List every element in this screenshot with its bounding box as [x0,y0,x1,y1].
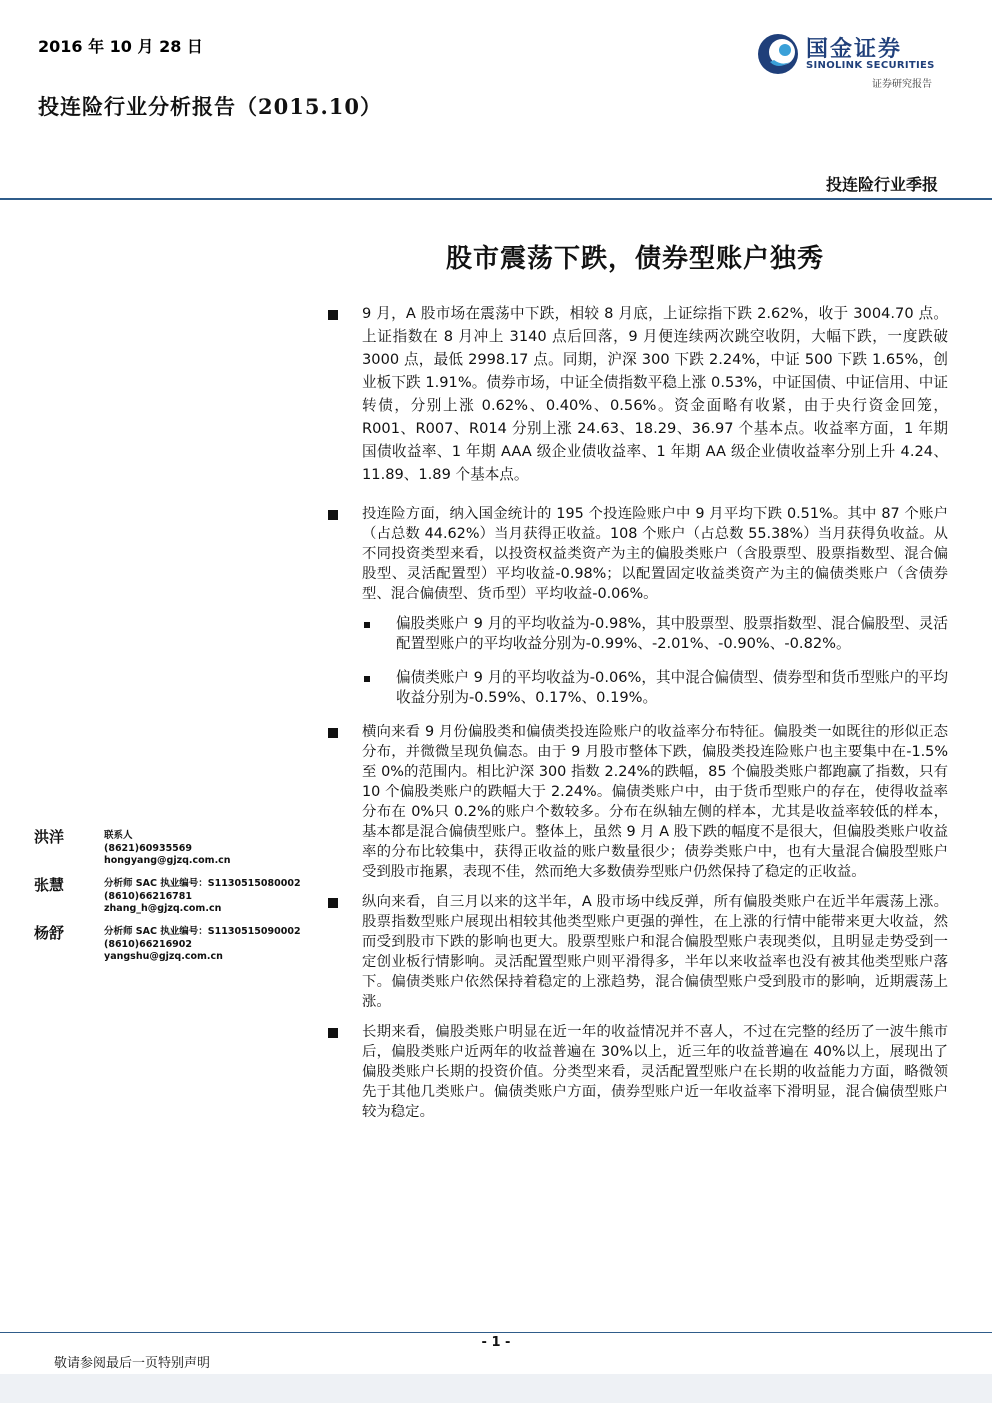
bullet-text: 纵向来看，自三月以来的这半年，A 股市场中线反弹，所有偏股类账户在近半年震荡上涨。股票指数型账户展现出相较其他类型账户更强的弹性，在上涨的行情中能带来更大收益，然而受到股市下跌的影响也更大。股票型账户和混合偏股型账户表现类似，且明显走势受到一定创业板行情影响。灵活配置型账户则平滑得多，半年以来收益率也没有被其他类型账户落下。偏债类账户依然保持着稳定的上涨趋势，混合偏债型账户受到股市的影响，近期震荡上涨。 [362,894,948,1010]
report-date: 2016 年 10 月 28 日 [38,37,203,56]
analyst-info [104,926,301,964]
summary-bullet [326,302,948,486]
summary-body [326,302,948,1140]
analyst-contacts [34,826,314,970]
square-bullet-icon [328,510,338,520]
analyst-card [34,922,314,970]
report-category: 投连险行业季报 [825,175,938,194]
square-bullet-icon [328,310,338,320]
logo-subtitle: 证券研究报告 [872,79,932,90]
header-divider [0,198,992,200]
analyst-card [34,874,314,922]
bullet-text: 9 月，A 股市场在震荡中下跌，相较 8 月底，上证综指下跌 2.62%，收于 3004.70 点。上证指数在 8 月冲上 3140 点后回落，9 月便连续两次跳空收阴，大幅下跌，一度跌破 3000 点，最低 2998.17 点。同期，沪深 300 下跌 2.24%，中证 500 下跌 1.65%，创业板下跌 1.91%。债券市场，中证全债指数平稳上涨 0.53%，中证国债、中证信用、中证转债，分别上涨 0.62%、0.40%、0.56%。资金面略有收紧，由于央行资金回笼，R001、R007、R014 分别上涨 24.63、18.29、36.97 个基本点。收益率方面，1 年期国债收益率、1 年期 AAA 级企业债收益率、1 年期 AA 级企业债收益率分别上升 4.24、11.89、1.89 个基本点。 [362,305,948,483]
square-bullet-icon [328,728,338,738]
summary-bullet [326,722,948,882]
footer-divider [0,1332,992,1333]
bullet-text: 投连险方面，纳入国金统计的 195 个投连险账户中 9 月平均下跌 0.51%。其中 87 个账户（占总数 44.62%）当月获得正收益。108 个账户（占总数 55.38%）当月获得负收益。从不同投资类型来看，以投资权益类资产为主的偏股类账户（含股票型、股票指数型、混合偏股型、灵活配置型）平均收益-0.98%；以配置固定收益类资产为主的偏债类账户（含债券型、混合偏债型、货币型）平均收益-0.06%。 [362,506,948,602]
analyst-email[interactable]: yangshu@gjzq.com.cn [104,951,223,962]
analyst-phone: (8621)60935569 [104,842,193,854]
summary-bullet [326,892,948,1012]
analyst-name: 杨舒 [34,924,65,942]
bullet-text: 长期来看，偏股类账户明显在近一年的收益情况并不喜人，不过在完整的经历了一波牛熊市后，偏股类账户近两年的收益普遍在 30%以上，近三年的收益普遍在 40%以上，展现出了偏股类账户长期的投资价值。分类型来看，灵活配置型账户在长期的收益能力方面，略微领先于其他几类账户。偏债类账户方面，债券型账户近一年收益率下滑明显，混合偏债型账户较为稳定。 [362,1024,948,1120]
analyst-name: 洪洋 [34,828,65,846]
analyst-role: 联系人 [104,830,133,841]
analyst-card [34,826,314,874]
analyst-phone: (8610)66216902 [104,938,193,950]
summary-bullet [326,1022,948,1122]
sub-bullet-text: 偏债类账户 9 月的平均收益为-0.06%，其中混合偏债型、债券型和货币型账户的平均收益分别为-0.59%、0.17%、0.19%。 [396,669,948,706]
footer-band [0,1374,992,1403]
analyst-info [104,878,301,916]
small-square-bullet-icon [364,622,370,628]
analyst-name: 张慧 [34,876,65,894]
page-number: - 1 - [481,1335,511,1350]
analyst-email[interactable]: hongyang@gjzq.com.cn [104,855,231,866]
summary-sub-bullet [326,614,948,654]
sinolink-logo-icon [756,32,800,76]
square-bullet-icon [328,898,338,908]
logo-english-name: SINOLINK SECURITIES [806,60,935,71]
summary-bullet [326,504,948,604]
report-series-title: 投连险行业分析报告（2015.10） [38,94,382,119]
analyst-role: 分析师 SAC 执业编号：S1130515080002 [104,878,301,889]
company-logo [752,30,952,92]
sub-bullet-text: 偏股类账户 9 月的平均收益为-0.98%，其中股票型、股票指数型、混合偏股型、灵活配置型账户的平均收益分别为-0.99%、-2.01%、-0.90%、-0.82%。 [396,615,948,652]
bullet-text: 横向来看 9 月份偏股类和偏债类投连险账户的收益率分布特征。偏股类一如既往的形似正态分布，并微微呈现负偏态。由于 9 月股市整体下跌，偏股类投连险账户也主要集中在-1.5%至 0%的范围内。相比沪深 300 指数 2.24%的跌幅，85 个偏股类账户都跑赢了指数，只有 10 个偏股类账户的跌幅大于 2.24%。偏债类账户中，由于货币型账户的存在，使得收益率分布在 0%只 0.2%的账户个数较多。分布在纵轴左侧的样本，尤其是收益率较低的样本，基本都是混合偏债型账户。整体上，虽然 9 月 A 股下跌的幅度不是很大，但偏股类账户收益率的分布比较集中，获得正收益的账户数量很少；债券类账户中，也有大量混合偏股型账户受到股市拖累，表现不佳，然而绝大多数债券型账户仍然保持了稳定的正收益。 [362,724,948,880]
analyst-info [104,830,231,868]
square-bullet-icon [328,1028,338,1038]
headline: 股市震荡下跌，债券型账户独秀 [445,244,824,274]
logo-chinese-name: 国金证券 [806,37,903,62]
disclaimer-note: 敬请参阅最后一页特别声明 [54,1356,211,1371]
analyst-phone: (8610)66216781 [104,890,193,902]
small-square-bullet-icon [364,676,370,682]
summary-sub-bullet [326,668,948,708]
analyst-email[interactable]: zhang_h@gjzq.com.cn [104,903,222,914]
analyst-role: 分析师 SAC 执业编号：S1130515090002 [104,926,301,937]
